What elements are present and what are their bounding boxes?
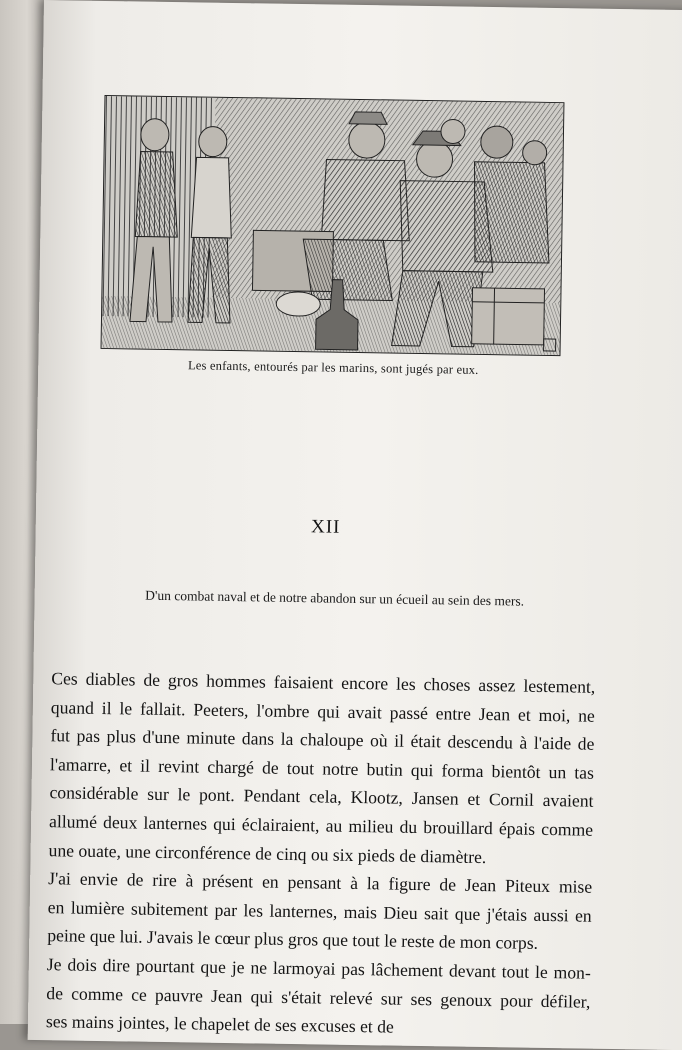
text-line: ses mains jointes, le chapelet de ses excuses et de bbox=[45, 1011, 394, 1037]
illustration-caption: Les enfants, entourés par les marins, sont jugés par eux. bbox=[187, 358, 479, 377]
paragraph bbox=[0, 949, 591, 1044]
chapter-subtitle: D'un combat naval et de notre abandon sur un écueil au sein des mers. bbox=[145, 587, 525, 609]
text-line: considérable sur le pont. Pendant cela, Klootz, Jansen et Cornil avaient bbox=[49, 782, 594, 812]
chapter-number: XII bbox=[310, 516, 341, 538]
text-line: en lumière subitement par les lanternes, mais Dieu sait que j'étais aussi en bbox=[47, 896, 592, 926]
book-page bbox=[28, 0, 682, 1050]
text-line: Ces diables de gros hommes faisaient encore les choses assez lestement, bbox=[51, 668, 596, 697]
engraving-drawing bbox=[102, 96, 564, 355]
text-line: allumé deux lanternes qui éclairaient, au milieu du brouillard épais comme bbox=[48, 811, 594, 840]
engraving-illustration bbox=[101, 95, 565, 356]
text-line: Je dois dire pourtant que je ne larmoyai pas lâchement devant tout le mon- bbox=[46, 954, 591, 983]
text-line: une ouate, une circonférence de cinq ou six pieds de diamètre. bbox=[48, 839, 487, 867]
text-line: peine que lui. J'avais le cœur plus gros que tout le reste de mon corps. bbox=[47, 925, 539, 954]
text-line: quand il le fallait. Peeters, l'ombre qui avait passé entre Jean et moi, ne bbox=[50, 696, 595, 726]
text-line: J'ai envie de rire à présent en pensant à la figure de Jean Piteux mise bbox=[48, 868, 593, 897]
paragraph bbox=[0, 864, 592, 959]
chapter-body-text bbox=[0, 663, 596, 1044]
text-line: fut pas plus d'une minute dans la chaloupe où il était descendu à l'aide de bbox=[50, 725, 595, 754]
paragraph bbox=[0, 663, 595, 872]
text-line: l'amarre, et il revint chargé de tout notre butin qui forma bientôt un tas bbox=[49, 753, 595, 783]
text-line: de comme ce pauvre Jean qui s'était relevé sur ses genoux pour défiler, bbox=[46, 982, 591, 1012]
